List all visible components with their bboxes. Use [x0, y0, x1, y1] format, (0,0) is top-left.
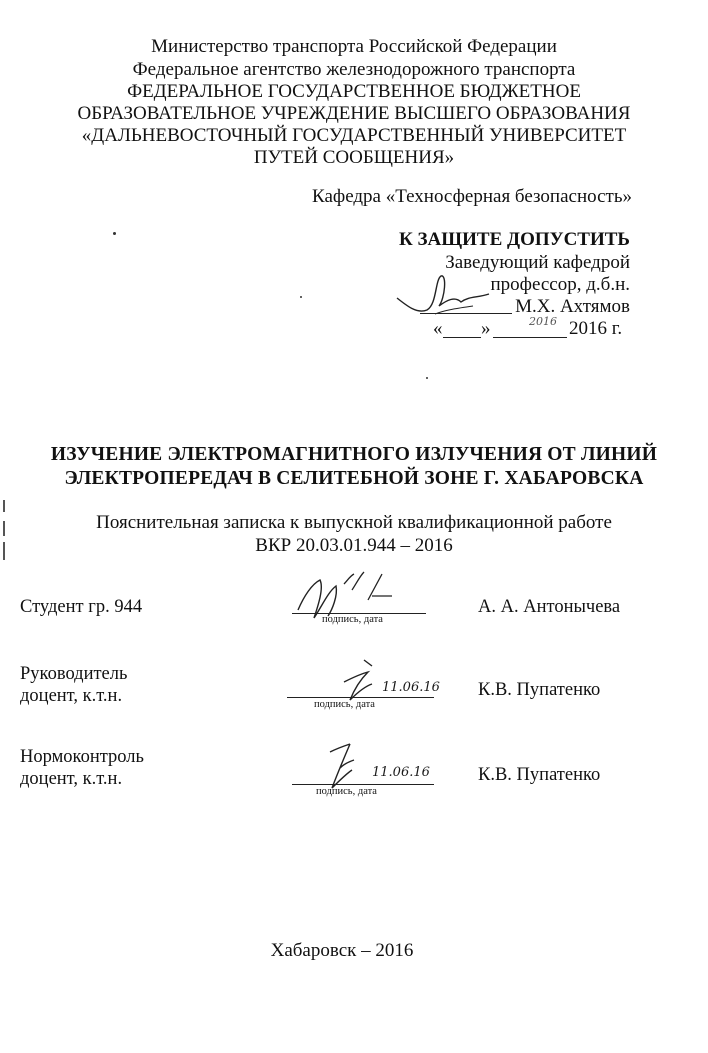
subtitle-line-1: Пояснительная записка к выпускной квалификационной работе	[96, 512, 612, 533]
scan-speck	[113, 232, 116, 235]
date-close-quote: »	[481, 318, 491, 339]
ministry-line: Министерство транспорта Российской Федерации	[151, 36, 557, 57]
approval-name: М.Х. Ахтямов	[515, 296, 630, 317]
institution-line-1: ФЕДЕРАЛЬНОЕ ГОСУДАРСТВЕННОЕ БЮДЖЕТНОЕ	[127, 81, 581, 102]
normcontrol-date: 11.06.16	[372, 765, 430, 780]
approval-heading: К ЗАЩИТЕ ДОПУСТИТЬ	[399, 229, 630, 250]
scan-mark-left-edge	[3, 500, 5, 560]
work-title-line-1: ИЗУЧЕНИЕ ЭЛЕКТРОМАГНИТНОГО ИЗЛУЧЕНИЯ ОТ ЛИНИЙ	[50, 444, 658, 465]
date-open-quote: «	[433, 318, 443, 339]
approval-role: Заведующий кафедрой	[445, 252, 630, 273]
supervisor-label: Руководитель	[20, 664, 128, 684]
scan-speck	[300, 296, 302, 298]
subtitle-line-2: ВКР 20.03.01.944 – 2016	[255, 535, 453, 556]
agency-line: Федеральное агентство железнодорожного транспорта	[132, 59, 576, 80]
supervisor-degree: доцент, к.т.н.	[20, 686, 123, 706]
date-year: 2016 г.	[569, 318, 623, 339]
student-signature	[288, 566, 398, 628]
supervisor-date: 11.06.16	[382, 680, 440, 695]
scan-speck	[426, 377, 428, 379]
normcontrol-degree: доцент, к.т.н.	[20, 769, 123, 789]
normcontrol-signature-caption: подпись, дата	[316, 786, 377, 797]
normcontrol-label: Нормоконтроль	[20, 747, 144, 767]
institution-line-3: «ДАЛЬНЕВОСТОЧНЫЙ ГОСУДАРСТВЕННЫЙ УНИВЕРСИТЕТ	[81, 125, 627, 146]
city-year: Хабаровск – 2016	[270, 940, 414, 961]
date-day-line	[443, 337, 481, 338]
work-title-line-2: ЭЛЕКТРОПЕРЕДАЧ В СЕЛИТЕБНОЙ ЗОНЕ Г. ХАБАРОВСКА	[64, 468, 644, 489]
normcontrol-name: К.В. Пупатенко	[478, 765, 601, 785]
normcontrol-signature	[314, 738, 374, 792]
approval-date-row	[433, 315, 633, 340]
date-month-line	[493, 337, 567, 338]
date-handwritten: 2016	[529, 315, 557, 328]
supervisor-signature	[330, 656, 390, 704]
approval-degree: профессор, д.б.н.	[490, 274, 630, 295]
institution-line-2: ОБРАЗОВАТЕЛЬНОЕ УЧРЕЖДЕНИЕ ВЫСШЕГО ОБРАЗОВАНИЯ	[77, 103, 631, 124]
student-name: А. А. Антонычева	[478, 597, 621, 617]
approval-signature	[395, 270, 505, 322]
department-line: Кафедра «Техносферная безопасность»	[312, 186, 632, 207]
student-signature-caption: подпись, дата	[322, 614, 383, 625]
supervisor-signature-caption: подпись, дата	[314, 699, 375, 710]
institution-line-4: ПУТЕЙ СООБЩЕНИЯ»	[253, 147, 455, 168]
student-label: Студент гр. 944	[20, 597, 143, 617]
supervisor-name: К.В. Пупатенко	[478, 680, 601, 700]
